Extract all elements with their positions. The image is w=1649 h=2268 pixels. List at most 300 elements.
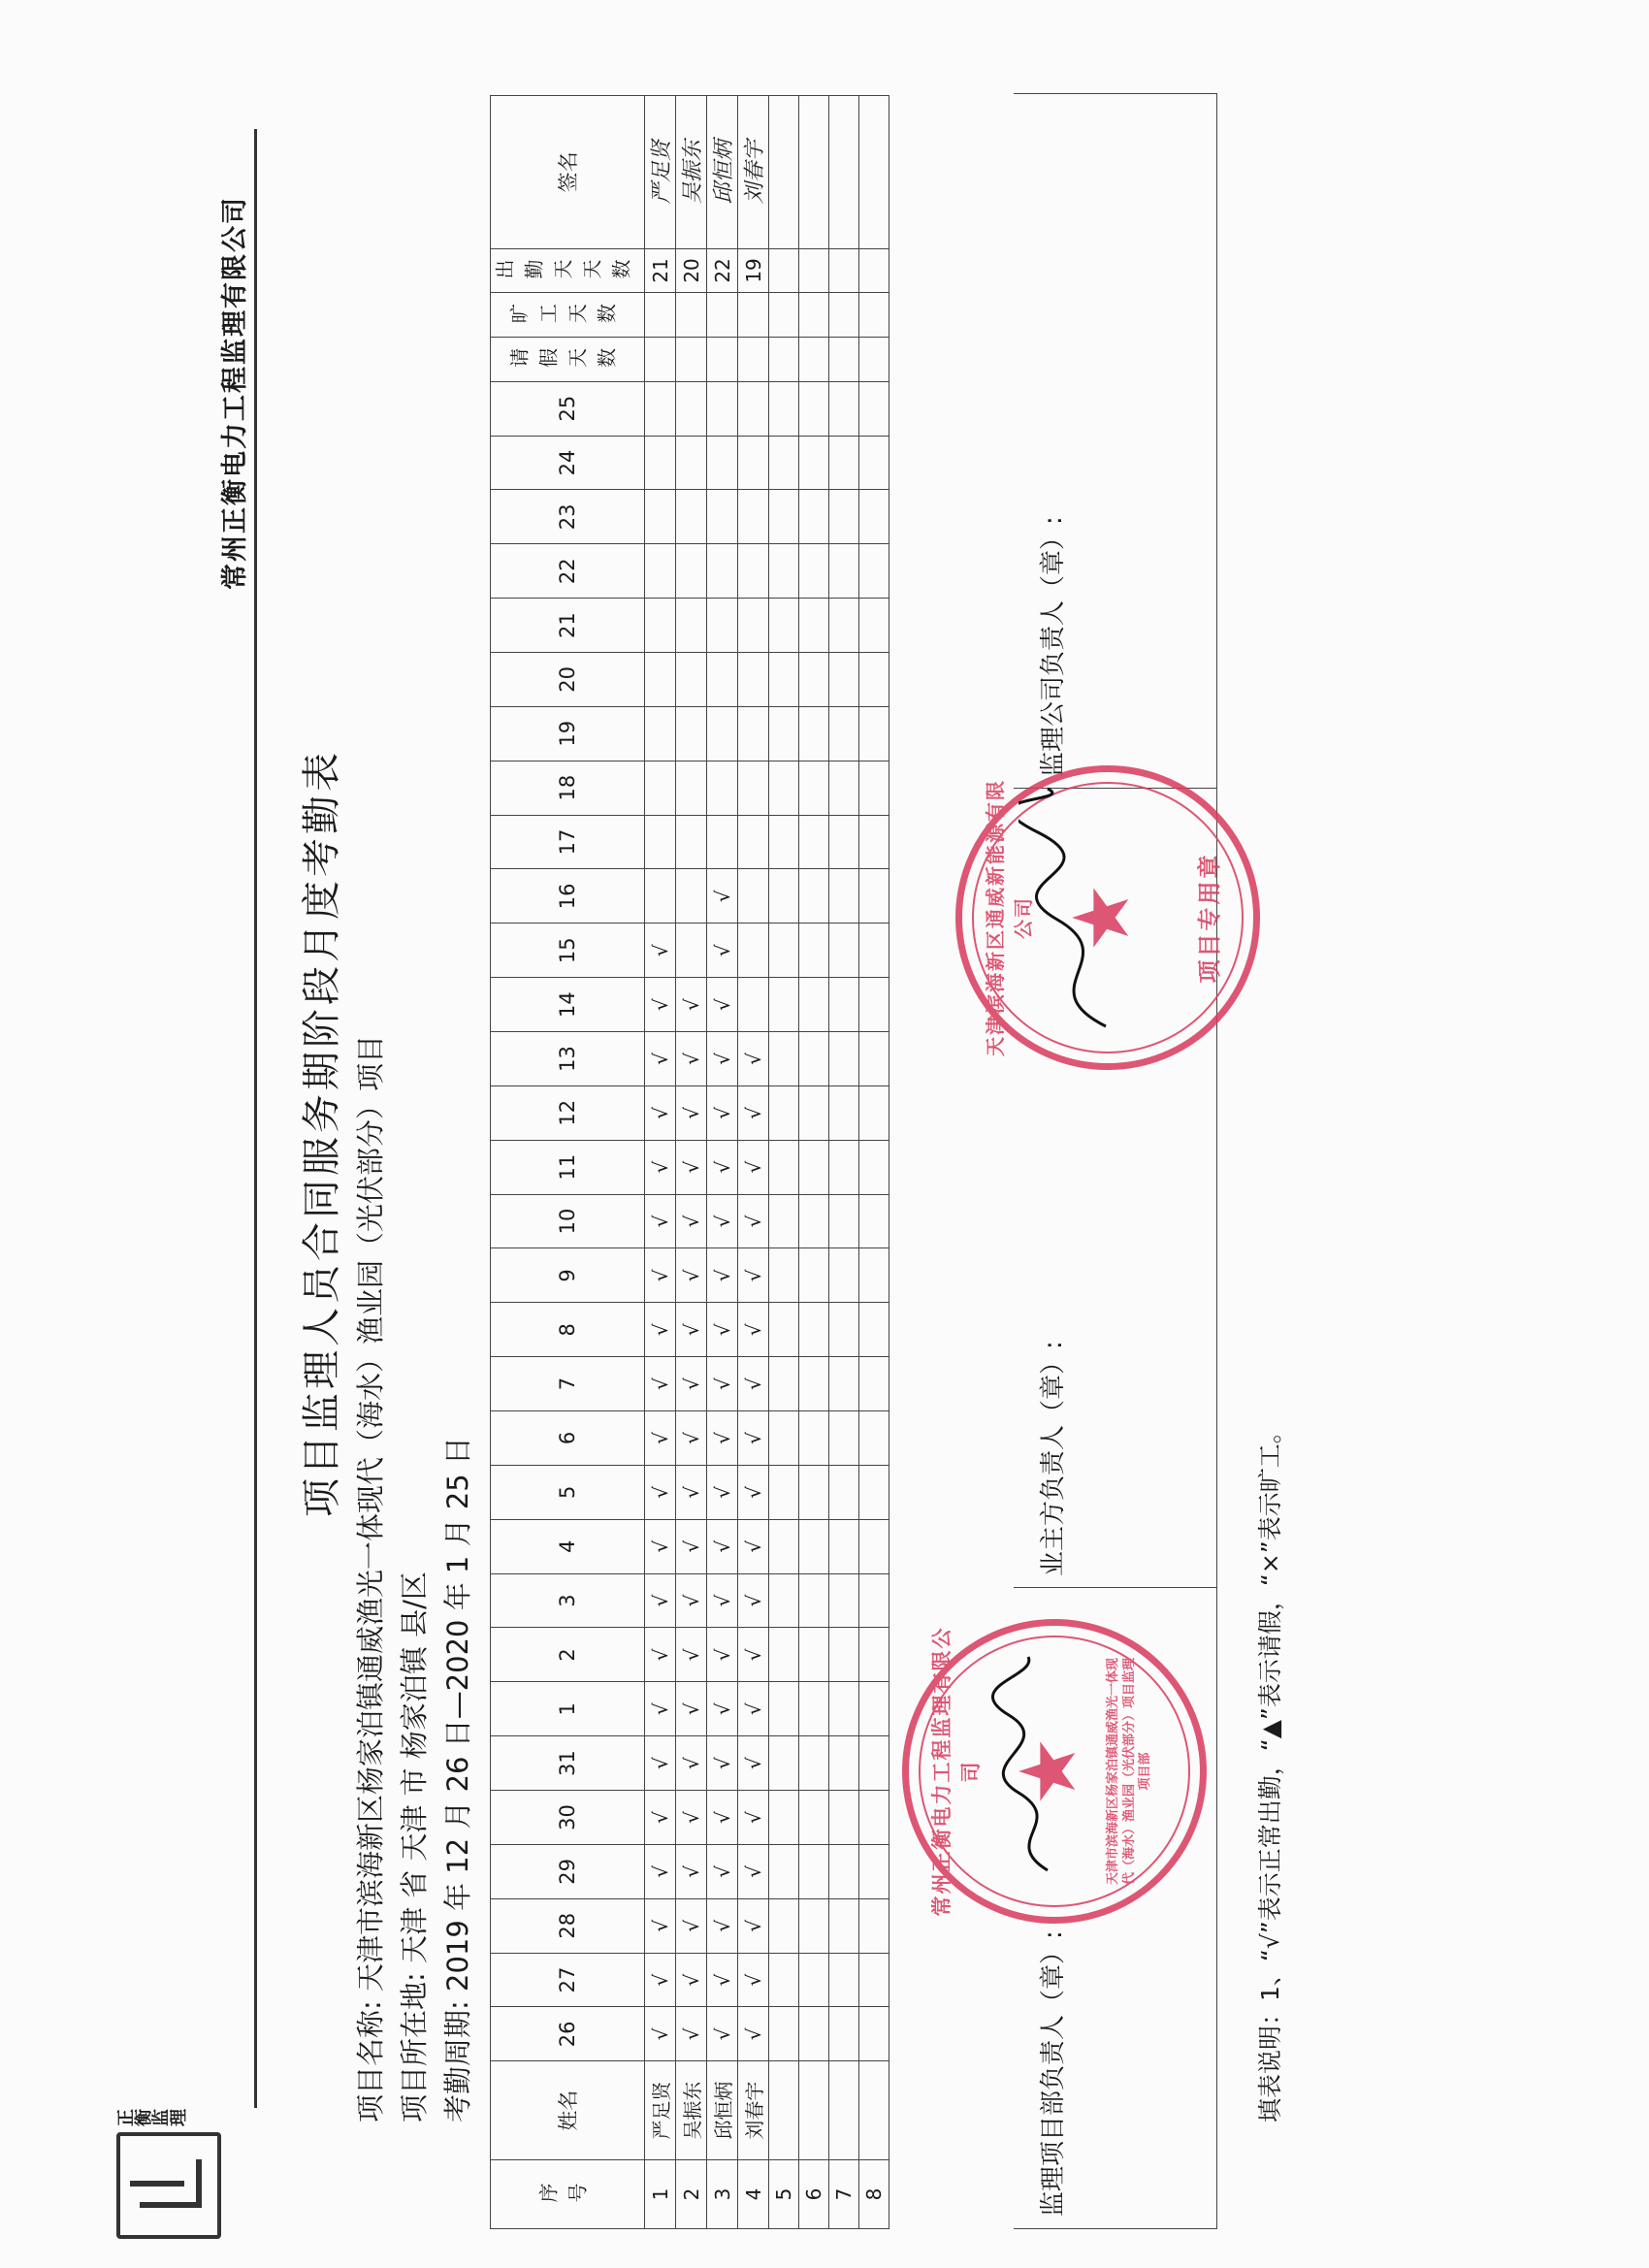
attendance-mark: √ [645, 1194, 676, 1248]
row-signature: 刘春宇 [738, 96, 769, 249]
attendance-mark [769, 1791, 799, 1845]
attendance-mark [829, 1465, 859, 1519]
attendance-table [490, 95, 889, 2229]
attendance-mark: √ [645, 1140, 676, 1194]
row-leave-days [676, 338, 707, 382]
attendance-mark [769, 761, 799, 815]
row-name: 吴振东 [676, 2061, 707, 2160]
row-leave-days [645, 338, 676, 382]
attendance-mark: √ [645, 1519, 676, 1573]
attendance-mark [799, 544, 829, 599]
attendance-mark: √ [645, 1573, 676, 1628]
row-name [799, 2061, 829, 2160]
attendance-mark [829, 436, 859, 490]
attendance-mark [829, 978, 859, 1032]
attendance-mark: √ [738, 1357, 769, 1411]
attendance-mark [799, 1194, 829, 1248]
attendance-mark [799, 1736, 829, 1791]
row-leave-days [829, 338, 859, 382]
attendance-mark: √ [645, 2007, 676, 2061]
attendance-mark: √ [738, 1573, 769, 1628]
attendance-mark [799, 653, 829, 707]
header-day-22: 22 [491, 544, 645, 599]
attendance-mark [799, 1519, 829, 1573]
attendance-mark [859, 1791, 889, 1845]
attendance-mark [769, 1085, 799, 1140]
table-row [769, 96, 799, 2229]
table-header-row [491, 96, 645, 2229]
attendance-mark [829, 490, 859, 544]
attendance-mark [769, 923, 799, 978]
header-day-31: 31 [491, 1736, 645, 1791]
attendance-mark: √ [738, 1032, 769, 1086]
attendance-mark [829, 1573, 859, 1628]
header-day-21: 21 [491, 599, 645, 653]
attendance-mark [799, 1411, 829, 1466]
attendance-mark [738, 436, 769, 490]
table-row [676, 96, 707, 2229]
row-absent-days [829, 293, 859, 338]
attendance-mark: √ [645, 1411, 676, 1466]
attendance-mark [829, 381, 859, 436]
attendance-mark [799, 1248, 829, 1303]
supervisor-stamp-detail: 天津市滨海新区杨家泊镇通威渔光一体现代（海水）渔业园（光伏部分）项目监理项目部 [1106, 1658, 1152, 1886]
page-title: 项目监理人员合同服务期阶段月度考勤表 [300, 749, 344, 1517]
owner-sign-label: 业主方负责人（章）: [1039, 1341, 1068, 1576]
attendance-mark [799, 1573, 829, 1628]
attendance-mark: √ [738, 1736, 769, 1791]
row-attend-days [829, 248, 859, 293]
attendance-mark: √ [738, 1303, 769, 1357]
attendance-mark: √ [676, 1953, 707, 2007]
attendance-mark: √ [707, 1085, 738, 1140]
header-day-13: 13 [491, 1032, 645, 1086]
row-name: 刘春宇 [738, 2061, 769, 2160]
attendance-mark [859, 1140, 889, 1194]
attendance-mark: √ [738, 1085, 769, 1140]
attendance-mark [799, 1844, 829, 1898]
attendance-mark [707, 599, 738, 653]
attendance-mark [645, 706, 676, 761]
attendance-mark [859, 1411, 889, 1466]
project-name-label: 项目名称: [354, 2000, 387, 2122]
header-day-25: 25 [491, 381, 645, 436]
attendance-mark: √ [645, 1032, 676, 1086]
attendance-mark: √ [645, 978, 676, 1032]
attendance-mark [676, 381, 707, 436]
header-day-26: 26 [491, 2007, 645, 2061]
header-day-28: 28 [491, 1898, 645, 1953]
attendance-mark [799, 490, 829, 544]
attendance-mark [859, 1736, 889, 1791]
attendance-mark: √ [676, 1898, 707, 1953]
attendance-mark [769, 1140, 799, 1194]
attendance-mark [829, 1628, 859, 1682]
attendance-mark [707, 653, 738, 707]
attendance-mark [645, 761, 676, 815]
attendance-mark [859, 1032, 889, 1086]
attendance-mark [769, 1844, 799, 1898]
attendance-mark: √ [676, 1357, 707, 1411]
attendance-mark: √ [676, 1248, 707, 1303]
attendance-mark: √ [738, 1411, 769, 1466]
row-absent-days [738, 293, 769, 338]
attendance-mark [829, 1140, 859, 1194]
header-day-20: 20 [491, 653, 645, 707]
attendance-mark: √ [676, 1140, 707, 1194]
attendance-mark [769, 1736, 799, 1791]
attendance-mark: √ [676, 1411, 707, 1466]
attendance-mark [829, 815, 859, 869]
attendance-mark: √ [738, 1682, 769, 1736]
attendance-mark [859, 2007, 889, 2061]
period-label: 考勤周期: [441, 2000, 474, 2122]
attendance-mark: √ [707, 1140, 738, 1194]
attendance-mark [829, 1032, 859, 1086]
attendance-mark [859, 978, 889, 1032]
location-value: 天津 省 天津 市 杨家泊镇 县/区 [398, 1571, 431, 1963]
attendance-mark [829, 869, 859, 923]
row-seq: 5 [769, 2159, 799, 2228]
period-line [436, 1437, 476, 2122]
header-day-18: 18 [491, 761, 645, 815]
attendance-mark: √ [676, 1032, 707, 1086]
attendance-mark [799, 1628, 829, 1682]
attendance-mark [829, 1844, 859, 1898]
logo-mark-icon [116, 2132, 221, 2239]
attendance-mark [799, 1140, 829, 1194]
header-day-27: 27 [491, 1953, 645, 2007]
row-signature [829, 96, 859, 249]
header-day-1: 1 [491, 1682, 645, 1736]
row-name: 邱恒炳 [707, 2061, 738, 2160]
attendance-mark: √ [738, 1140, 769, 1194]
header-day-4: 4 [491, 1519, 645, 1573]
header-signature: 签名 [491, 96, 645, 249]
attendance-mark [799, 1465, 829, 1519]
attendance-mark: √ [707, 923, 738, 978]
header-day-19: 19 [491, 706, 645, 761]
attendance-mark [859, 869, 889, 923]
table-row [859, 96, 889, 2229]
attendance-mark [829, 706, 859, 761]
header-day-3: 3 [491, 1573, 645, 1628]
attendance-mark [769, 1357, 799, 1411]
row-seq: 7 [829, 2159, 859, 2228]
attendance-mark [829, 1303, 859, 1357]
attendance-mark [769, 1898, 799, 1953]
attendance-mark [707, 436, 738, 490]
attendance-mark [799, 1032, 829, 1086]
attendance-mark: √ [676, 1736, 707, 1791]
attendance-mark: √ [645, 1248, 676, 1303]
attendance-mark: √ [707, 1953, 738, 2007]
attendance-mark: √ [707, 1357, 738, 1411]
attendance-mark [829, 599, 859, 653]
attendance-mark [769, 599, 799, 653]
attendance-mark: √ [645, 1953, 676, 2007]
attendance-mark [859, 761, 889, 815]
row-name: 严足贤 [645, 2061, 676, 2160]
header-day-5: 5 [491, 1465, 645, 1519]
attendance-mark [829, 923, 859, 978]
attendance-mark [799, 761, 829, 815]
attendance-mark [645, 869, 676, 923]
attendance-mark [769, 436, 799, 490]
attendance-mark: √ [707, 1248, 738, 1303]
attendance-mark: √ [645, 1844, 676, 1898]
attendance-mark: √ [645, 923, 676, 978]
attendance-mark [738, 544, 769, 599]
company-sign-label: 监理公司负责人（章）: [1039, 516, 1068, 777]
attendance-mark [769, 1682, 799, 1736]
attendance-mark [738, 923, 769, 978]
attendance-mark: √ [707, 1465, 738, 1519]
company-name: 常州正衡电力工程监理有限公司 [220, 196, 250, 590]
attendance-mark [799, 869, 829, 923]
attendance-mark [829, 1194, 859, 1248]
location-line [393, 1571, 433, 2122]
attendance-mark [799, 1898, 829, 1953]
attendance-mark [829, 653, 859, 707]
attendance-mark [799, 381, 829, 436]
attendance-mark [769, 1519, 799, 1573]
table-row [738, 96, 769, 2229]
attendance-mark [859, 490, 889, 544]
attendance-mark: √ [738, 1628, 769, 1682]
header-name: 姓名 [491, 2061, 645, 2160]
attendance-mark [829, 1682, 859, 1736]
attendance-mark: √ [676, 1573, 707, 1628]
attendance-mark [769, 1248, 799, 1303]
attendance-mark [799, 1357, 829, 1411]
attendance-mark [769, 815, 799, 869]
attendance-mark: √ [676, 1844, 707, 1898]
row-name [769, 2061, 799, 2160]
row-absent-days [799, 293, 829, 338]
attendance-mark [799, 815, 829, 869]
row-attend-days [769, 248, 799, 293]
attendance-mark: √ [707, 978, 738, 1032]
row-absent-days [769, 293, 799, 338]
attendance-mark: √ [676, 1465, 707, 1519]
header-day-16: 16 [491, 869, 645, 923]
row-signature [859, 96, 889, 249]
attendance-mark [829, 1357, 859, 1411]
table-row [645, 96, 676, 2229]
row-signature: 严足贤 [645, 96, 676, 249]
header-seq: 序号 [491, 2159, 645, 2228]
attendance-mark [676, 544, 707, 599]
header-day-15: 15 [491, 923, 645, 978]
attendance-mark [676, 490, 707, 544]
attendance-mark [829, 761, 859, 815]
attendance-mark [707, 490, 738, 544]
attendance-mark [829, 544, 859, 599]
attendance-mark [738, 706, 769, 761]
attendance-mark [859, 1194, 889, 1248]
attendance-mark [799, 1303, 829, 1357]
project-name-value: 天津市滨海新区杨家泊镇通威渔光一体现代（海水）渔业园（光伏部分）项目 [354, 1034, 387, 1992]
attendance-mark: √ [676, 978, 707, 1032]
attendance-mark [676, 599, 707, 653]
header-day-12: 12 [491, 1085, 645, 1140]
header-divider [254, 129, 257, 2108]
attendance-mark: √ [676, 1628, 707, 1682]
attendance-mark [676, 815, 707, 869]
attendance-mark [859, 923, 889, 978]
row-absent-days [707, 293, 738, 338]
attendance-mark: √ [645, 1628, 676, 1682]
company-sign-cell [1014, 95, 1216, 789]
attendance-mark: √ [676, 1791, 707, 1845]
attendance-mark [769, 544, 799, 599]
attendance-mark [676, 436, 707, 490]
attendance-mark [859, 1248, 889, 1303]
attendance-mark [829, 1085, 859, 1140]
attendance-mark [769, 1628, 799, 1682]
stamp-star-icon: ★ [1003, 1736, 1093, 1806]
attendance-mark [769, 653, 799, 707]
attendance-mark [738, 815, 769, 869]
company-logo [116, 2103, 242, 2239]
attendance-mark: √ [738, 1898, 769, 1953]
attendance-mark [738, 490, 769, 544]
header-day-7: 7 [491, 1357, 645, 1411]
attendance-mark: √ [707, 869, 738, 923]
attendance-mark [829, 1898, 859, 1953]
attendance-mark [645, 599, 676, 653]
attendance-mark [645, 436, 676, 490]
attendance-mark [769, 706, 799, 761]
attendance-mark: √ [738, 1194, 769, 1248]
attendance-mark [738, 869, 769, 923]
attendance-mark [645, 544, 676, 599]
attendance-mark [738, 978, 769, 1032]
attendance-mark [707, 381, 738, 436]
attendance-mark [645, 653, 676, 707]
stamp-star-icon: ★ [1056, 883, 1147, 953]
row-seq: 6 [799, 2159, 829, 2228]
attendance-mark [829, 2007, 859, 2061]
attendance-mark [799, 978, 829, 1032]
header-day-6: 6 [491, 1411, 645, 1466]
attendance-mark [769, 1194, 799, 1248]
attendance-mark [859, 1085, 889, 1140]
attendance-mark [769, 2007, 799, 2061]
attendance-mark: √ [738, 2007, 769, 2061]
attendance-mark [676, 869, 707, 923]
attendance-mark: √ [645, 1465, 676, 1519]
attendance-mark [769, 490, 799, 544]
logo-text: 正衡监理 [116, 2109, 186, 2129]
attendance-mark [769, 1032, 799, 1086]
row-signature [799, 96, 829, 249]
attendance-mark [707, 706, 738, 761]
attendance-mark [676, 923, 707, 978]
header-day-10: 10 [491, 1194, 645, 1248]
header-day-14: 14 [491, 978, 645, 1032]
header-absent-days: 旷工天数 [491, 293, 645, 338]
supervisor-sign-label: 监理项目部负责人（章）: [1039, 1930, 1068, 2217]
attendance-mark [738, 599, 769, 653]
attendance-mark [829, 1953, 859, 2007]
table-row [707, 96, 738, 2229]
attendance-mark [829, 1791, 859, 1845]
table-row [829, 96, 859, 2229]
row-attend-days [859, 248, 889, 293]
attendance-mark: √ [707, 2007, 738, 2061]
header-day-17: 17 [491, 815, 645, 869]
attendance-mark [859, 1465, 889, 1519]
attendance-mark [859, 653, 889, 707]
attendance-mark [829, 1411, 859, 1466]
header-day-9: 9 [491, 1248, 645, 1303]
row-name [829, 2061, 859, 2160]
owner-stamp-ring-text: 天津滨海新区通威新能源有限公司 [984, 779, 1035, 1056]
attendance-mark: √ [707, 1411, 738, 1466]
row-name [859, 2061, 889, 2160]
attendance-mark: √ [707, 1303, 738, 1357]
row-seq: 3 [707, 2159, 738, 2228]
attendance-mark [859, 1628, 889, 1682]
attendance-mark [859, 1357, 889, 1411]
row-absent-days [859, 293, 889, 338]
attendance-mark: √ [645, 1357, 676, 1411]
attendance-mark: √ [707, 1682, 738, 1736]
attendance-mark [738, 381, 769, 436]
attendance-mark [859, 544, 889, 599]
row-signature: 吴振东 [676, 96, 707, 249]
attendance-mark [859, 815, 889, 869]
row-attend-days [799, 248, 829, 293]
row-absent-days [676, 293, 707, 338]
attendance-mark [676, 761, 707, 815]
attendance-mark [769, 869, 799, 923]
attendance-mark [738, 761, 769, 815]
attendance-mark [859, 1898, 889, 1953]
attendance-mark [859, 1953, 889, 2007]
attendance-mark [859, 1573, 889, 1628]
attendance-mark: √ [707, 1573, 738, 1628]
attendance-mark: √ [645, 1898, 676, 1953]
header-day-11: 11 [491, 1140, 645, 1194]
row-absent-days [645, 293, 676, 338]
attendance-mark [769, 1303, 799, 1357]
period-value: 2019 年 12 月 26 日—2020 年 1 月 25 日 [441, 1437, 474, 1992]
attendance-mark [799, 599, 829, 653]
header-day-24: 24 [491, 436, 645, 490]
row-signature: 邱恒炳 [707, 96, 738, 249]
attendance-mark: √ [738, 1953, 769, 2007]
row-attend-days: 22 [707, 248, 738, 293]
attendance-mark [769, 1465, 799, 1519]
row-attend-days: 19 [738, 248, 769, 293]
attendance-mark: √ [738, 1465, 769, 1519]
attendance-mark: √ [738, 1248, 769, 1303]
attendance-mark [676, 653, 707, 707]
row-attend-days: 20 [676, 248, 707, 293]
attendance-mark: √ [676, 1194, 707, 1248]
attendance-mark: √ [676, 1519, 707, 1573]
attendance-mark: √ [707, 1898, 738, 1953]
row-signature [769, 96, 799, 249]
attendance-mark [829, 1736, 859, 1791]
header-day-30: 30 [491, 1791, 645, 1845]
attendance-mark [799, 1682, 829, 1736]
attendance-mark [859, 599, 889, 653]
attendance-mark: √ [707, 1519, 738, 1573]
